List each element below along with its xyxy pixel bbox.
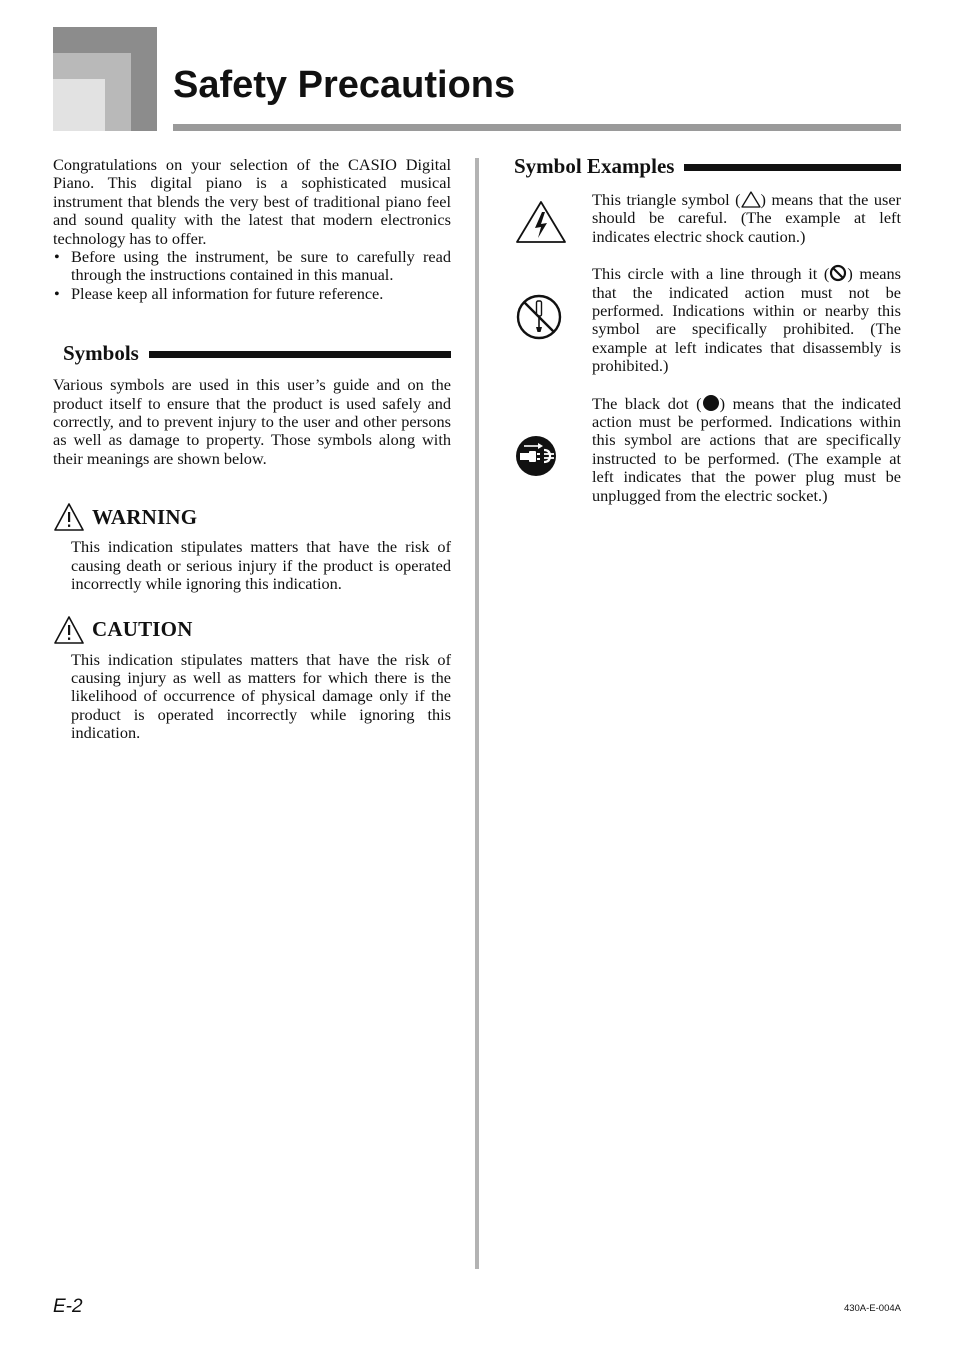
symbol-examples-heading <box>514 154 901 179</box>
intro-paragraph: Congratulations on your selection of the CASIO Digital Piano. This digital piano is a sophisticated musical instrument that blends the very best of traditional piano feel and sound quality with the latest that modern electronics technology has to offer. <box>53 155 451 248</box>
symbol-example-item <box>514 394 901 505</box>
symbol-example-text <box>592 394 901 505</box>
triangle-icon <box>741 191 761 208</box>
symbols-heading-label: Symbols <box>63 341 139 366</box>
caution-text: This indication stipulates matters that have the risk of causing injury as well as matters for which there is the likelihood of occurrence of physical damage only if the product is operated incorrectly while ignoring this indication. <box>71 649 451 743</box>
bullet-dot-icon: • <box>54 283 60 303</box>
symbol-examples-heading-label: Symbol Examples <box>514 154 675 178</box>
symbols-paragraph: Various symbols are used in this user’s guide and on the product itself to ensure that the product is used safely and correctly, and to prevent injury to the user and other persons as well as damage to property. Those symbols along with their meanings are shown below. <box>53 375 451 468</box>
prohibited-circle-icon <box>829 264 847 282</box>
symbol-example-icon-cell <box>514 191 592 245</box>
symbols-heading <box>53 341 451 366</box>
unplug-power-icon <box>514 434 558 478</box>
right-column <box>514 154 901 505</box>
example-text-before: This circle with a line through it ( <box>592 264 830 284</box>
caution-heading <box>53 615 451 645</box>
warning-heading <box>53 502 451 532</box>
document-code: 430A-E-004A <box>843 1303 901 1314</box>
page-number: E-2 <box>53 1296 83 1317</box>
page-title: Safety Precautions <box>173 64 516 106</box>
warning-body <box>53 538 451 593</box>
example-text-before: The black dot ( <box>592 393 702 413</box>
symbol-examples-heading-bar <box>684 164 901 171</box>
no-disassembly-icon <box>514 292 564 342</box>
symbols-heading-bar <box>149 351 451 358</box>
symbol-example-item <box>514 191 901 246</box>
caution-body <box>53 651 451 743</box>
symbol-example-icon-cell <box>514 394 592 478</box>
column-divider <box>475 158 479 1269</box>
symbol-example-text <box>592 264 901 375</box>
electric-shock-triangle-icon <box>514 199 568 245</box>
header-corner-graphic <box>53 27 157 131</box>
warning-heading-label: WARNING <box>92 504 198 529</box>
bullet-text: Please keep all information for future reference. <box>71 283 384 303</box>
example-text-after: ) means that the indicated action must be performed. Indications within this symbol are actions that are specifically instructed to be performed. (The example at left indicates that the power plug must be unplugged from the electric socket.) <box>592 393 901 505</box>
title-rule <box>173 124 901 131</box>
intro-bullet-list <box>53 248 451 303</box>
symbol-example-icon-cell <box>514 264 592 342</box>
header-corner-inner-square <box>53 79 105 131</box>
warning-text: This indication stipulates matters that have the risk of causing death or serious injury if the product is operated incorrectly while ignoring this indication. <box>71 537 451 594</box>
example-text-after: ) means that the user should be careful. (The example at left indicates electric shock caution.) <box>592 190 901 246</box>
bullet-text: Before using the instrument, be sure to carefully read through the instructions contained in this manual. <box>71 247 451 285</box>
black-dot-icon <box>702 394 720 412</box>
example-text-after: ) means that the indicated action must not be performed. Indications within or nearby this symbol are specifically prohibited. (The example at left indicates that disassembly is prohibited.) <box>592 264 901 376</box>
symbol-example-item <box>514 264 901 375</box>
bullet-dot-icon: • <box>54 247 60 267</box>
warning-triangle-icon <box>53 502 85 532</box>
list-item <box>53 285 451 303</box>
symbol-example-text <box>592 191 901 246</box>
example-text-before: This triangle symbol ( <box>592 190 741 209</box>
list-item <box>53 248 451 285</box>
left-column <box>53 154 451 743</box>
caution-heading-label: CAUTION <box>92 617 193 641</box>
warning-triangle-icon <box>53 615 85 645</box>
